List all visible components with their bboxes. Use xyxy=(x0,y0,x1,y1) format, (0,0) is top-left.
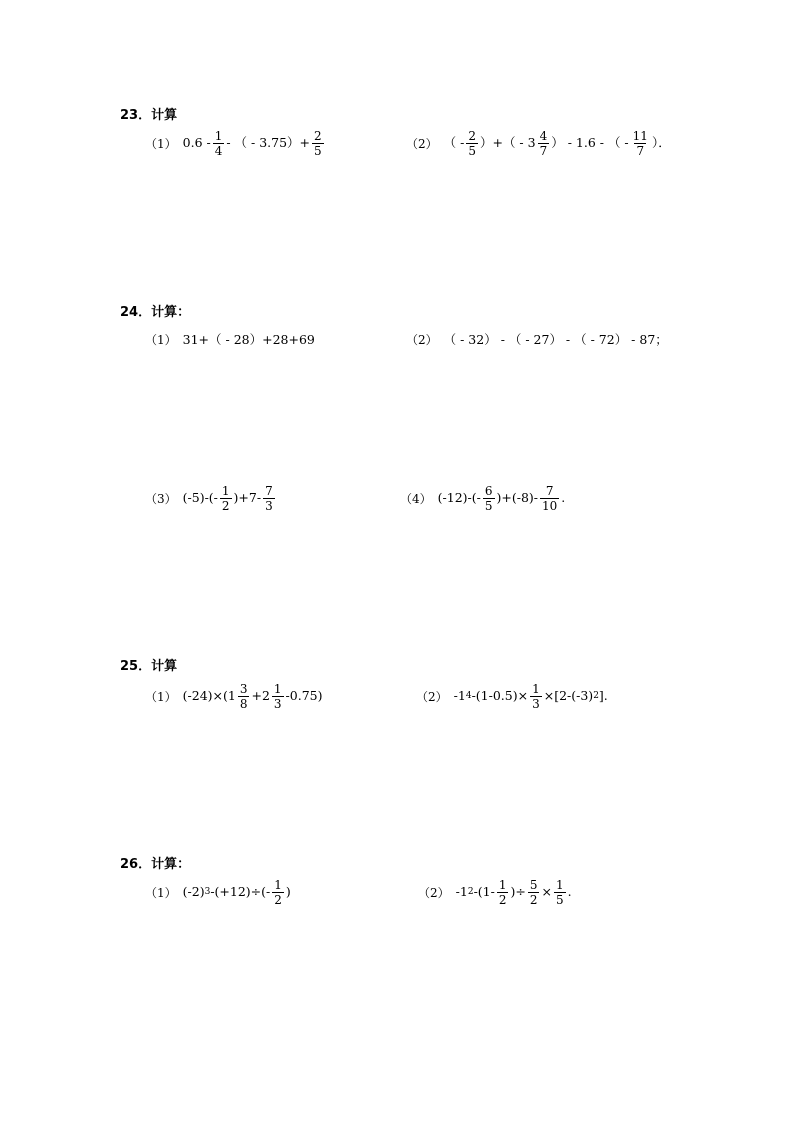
denominator: 5 xyxy=(484,499,493,513)
fraction xyxy=(272,683,284,710)
denominator: 5 xyxy=(468,144,476,158)
q23-part1 xyxy=(145,130,326,157)
numerator: 1 xyxy=(273,682,282,696)
fraction xyxy=(530,683,542,710)
exponent: 2 xyxy=(467,887,474,897)
q26-title: 26．计算： xyxy=(120,857,191,872)
part-label: （1） xyxy=(145,885,177,900)
expr-text: （ - xyxy=(443,135,465,151)
fraction xyxy=(238,683,250,710)
numerator: 5 xyxy=(529,878,538,892)
denominator: 3 xyxy=(273,697,282,711)
numerator: 1 xyxy=(214,129,223,143)
fraction xyxy=(528,879,540,906)
q23-part2 xyxy=(406,130,671,157)
denominator: 3 xyxy=(265,499,273,513)
denominator: 2 xyxy=(221,499,230,513)
q24-part4 xyxy=(400,485,565,512)
exponent: 3 xyxy=(204,887,211,897)
exponent: 4 xyxy=(465,691,472,701)
part-label: （3） xyxy=(145,491,177,506)
expr-text: ]. xyxy=(598,688,608,704)
part-label: （1） xyxy=(145,689,177,704)
denominator: 10 xyxy=(542,499,558,513)
denominator: 7 xyxy=(539,144,548,158)
numerator: 6 xyxy=(484,484,493,498)
expr-text: ) xyxy=(285,884,291,900)
q25-part2 xyxy=(416,683,608,710)
part-label: （2） xyxy=(406,333,438,348)
fraction xyxy=(220,485,232,512)
fraction xyxy=(497,879,509,906)
denominator: 4 xyxy=(214,144,223,158)
expr-text: )+(-8)- xyxy=(496,490,539,506)
numerator: 3 xyxy=(239,682,248,696)
fraction xyxy=(631,130,650,157)
expr-text: -1 xyxy=(453,688,466,704)
numerator: 11 xyxy=(632,129,648,143)
expr-text: （ - 32） - （ - 27） - （ - 72） - 87； xyxy=(443,332,668,347)
expr-text: ）+（ - 3 xyxy=(479,135,536,151)
fraction xyxy=(213,130,225,157)
denominator: 5 xyxy=(314,144,322,158)
numerator: 1 xyxy=(274,878,282,892)
fraction xyxy=(538,130,550,157)
denominator: 2 xyxy=(529,893,538,907)
q24-part1 xyxy=(145,334,315,347)
expr-text: -(1- xyxy=(473,884,495,900)
expr-text: 0.6 - xyxy=(182,135,211,151)
numerator: 2 xyxy=(468,129,476,143)
fraction xyxy=(312,130,324,157)
denominator: 5 xyxy=(555,893,564,907)
fraction xyxy=(483,485,495,512)
denominator: 2 xyxy=(274,893,282,907)
expr-text: )+7- xyxy=(233,490,262,506)
denominator: 8 xyxy=(239,697,248,711)
q24-part3 xyxy=(145,485,277,512)
q26-part1 xyxy=(145,879,291,906)
numerator: 1 xyxy=(498,878,507,892)
q26-part2 xyxy=(418,879,572,906)
q25-title: 25．计算 xyxy=(120,659,178,674)
expr-text: . xyxy=(561,490,566,506)
fraction xyxy=(272,879,284,906)
expr-text: -1 xyxy=(455,884,468,900)
expr-text: -0.75) xyxy=(285,688,323,704)
q25-part1 xyxy=(145,683,322,710)
fraction xyxy=(263,485,275,512)
q23-title: 23．计算 xyxy=(120,108,178,123)
part-label: （1） xyxy=(145,136,177,151)
part-label: （2） xyxy=(406,136,438,151)
q24-title: 24．计算： xyxy=(120,305,191,320)
expr-text: -(+12)÷(- xyxy=(210,884,271,900)
fraction xyxy=(554,879,566,906)
fraction xyxy=(466,130,478,157)
numerator: 1 xyxy=(532,682,540,696)
expr-text: )÷ xyxy=(510,884,526,900)
expr-text: ×[2-(-3) xyxy=(543,688,594,704)
numerator: 1 xyxy=(221,484,230,498)
q24-part2 xyxy=(406,334,668,347)
part-label: （2） xyxy=(416,689,448,704)
exponent: 2 xyxy=(593,691,599,701)
expr-text: +2 xyxy=(251,688,270,704)
denominator: 3 xyxy=(532,697,540,711)
denominator: 2 xyxy=(498,893,507,907)
expr-text: (-24)×(1 xyxy=(182,688,236,704)
expr-text: . xyxy=(567,884,572,900)
numerator: 1 xyxy=(555,878,564,892)
part-label: （4） xyxy=(400,491,432,506)
expr-text: × xyxy=(541,884,552,900)
expr-text: ）． xyxy=(651,135,671,151)
expr-text: 31+（ - 28）+28+69 xyxy=(182,332,315,347)
numerator: 7 xyxy=(545,484,554,498)
part-label: （2） xyxy=(418,885,450,900)
expr-text: - （ - 3.75）+ xyxy=(226,135,311,151)
expr-text: (-12)-(- xyxy=(437,490,481,506)
expr-text: -(1-0.5)× xyxy=(471,688,529,704)
numerator: 4 xyxy=(539,129,548,143)
part-label: （1） xyxy=(145,333,177,348)
expr-text: ） - 1.6 - （ - xyxy=(551,135,629,151)
numerator: 2 xyxy=(314,129,322,143)
denominator: 7 xyxy=(636,144,645,158)
expr-text: (-5)-(- xyxy=(182,490,218,506)
fraction xyxy=(540,485,559,512)
expr-text: (-2) xyxy=(182,884,205,900)
numerator: 7 xyxy=(265,484,273,498)
